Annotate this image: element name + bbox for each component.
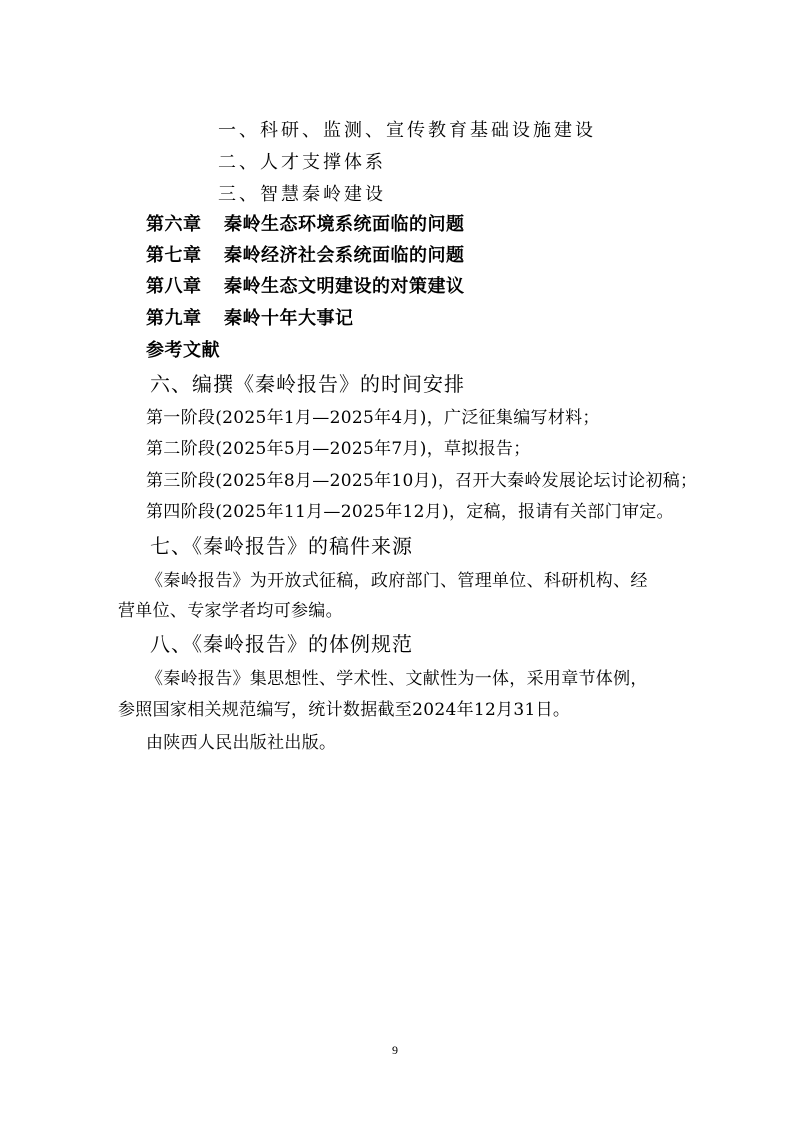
section-7-paragraph-line-1: 《秦岭报告》为开放式征稿，政府部门、管理单位、科研机构、经: [146, 571, 648, 591]
section-7-paragraph-line-2: 营单位、专家学者均可参编。: [118, 601, 343, 621]
toc-chapter-8: [146, 272, 465, 298]
chapter-title: 秦岭生态环境系统面临的问题: [224, 214, 465, 235]
chapter-title: 秦岭经济社会系统面临的问题: [224, 245, 465, 266]
chapter-number: 第七章: [146, 245, 202, 266]
chapter-number: 第八章: [146, 276, 202, 297]
toc-subitem-research-infrastructure: 一、科研、监测、宣传教育基础设施建设: [218, 120, 596, 141]
section-7-heading: 七、《秦岭报告》的稿件来源: [150, 534, 413, 558]
toc-references: 参考文献: [146, 340, 220, 361]
chapter-number: 第六章: [146, 214, 202, 235]
chapter-number: 第九章: [146, 308, 202, 329]
toc-subitem-smart-qinling: 三、智慧秦岭建设: [218, 184, 386, 205]
stage-3: 第三阶段(2025年8月—2025年10月)，召开大秦岭发展论坛讨论初稿；: [146, 471, 698, 491]
stage-2: 第二阶段(2025年5月—2025年7月)，草拟报告；: [146, 439, 531, 459]
stage-4: 第四阶段(2025年11月—2025年12月)，定稿，报请有关部门审定。: [146, 502, 674, 522]
chapter-title: 秦岭生态文明建设的对策建议: [224, 276, 465, 297]
toc-chapter-7: [146, 241, 465, 267]
toc-chapter-6: [146, 210, 465, 236]
section-8-paragraph-line-1: 《秦岭报告》集思想性、学术性、文献性为一体，采用章节体例，: [146, 669, 648, 689]
stage-1: 第一阶段(2025年1月—2025年4月)，广泛征集编写材料；: [146, 408, 600, 428]
toc-chapter-9: [146, 304, 354, 330]
chapter-title: 秦岭十年大事记: [224, 308, 354, 329]
page-number: 9: [392, 1043, 398, 1057]
section-8-heading: 八、《秦岭报告》的体例规范: [150, 632, 413, 656]
section-8-paragraph-line-2: 参照国家相关规范编写，统计数据截至2024年12月31日。: [118, 700, 571, 720]
toc-subitem-talent-support: 二、人才支撑体系: [218, 152, 386, 173]
section-8-paragraph-line-3: 由陕西人民出版社出版。: [146, 733, 337, 753]
section-6-heading: 六、编撰《秦岭报告》的时间安排: [150, 372, 465, 396]
